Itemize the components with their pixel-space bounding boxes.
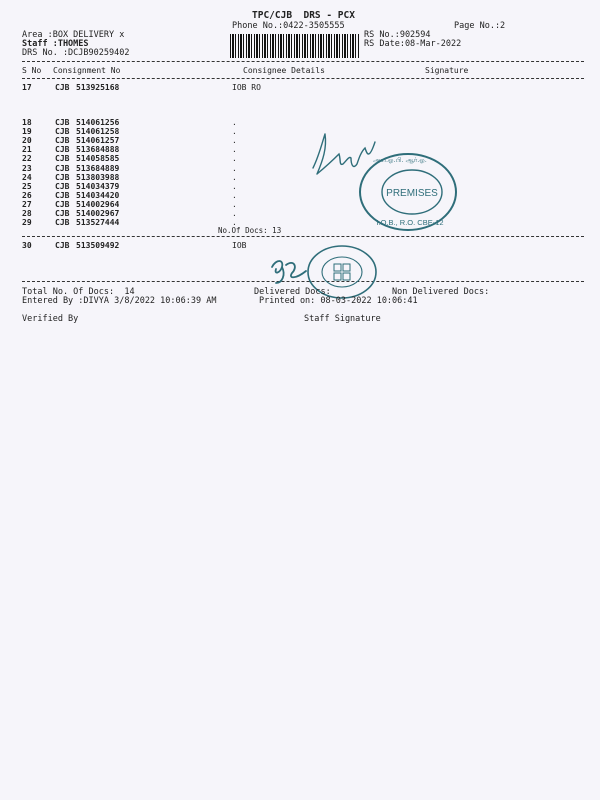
seal-bottom-text: I.O.B., R.O. CBE-12 (376, 218, 444, 227)
row-consignment-number: 513803988 (76, 172, 120, 182)
seal-top-text: அய.ஓ.பி. ஆர்.ஓ. (373, 156, 427, 164)
row-consignee-mark: . (232, 136, 237, 146)
phone-number: Phone No.:0422-3505555 (232, 21, 345, 31)
row-consignment-number: 513509492 (76, 241, 120, 250)
row-consignee-mark: . (232, 190, 237, 200)
row-prefix: CJB (55, 136, 70, 146)
row-sno: 17 (22, 83, 32, 92)
row-consignee-mark: . (232, 199, 237, 209)
row-sno: 27 (22, 199, 32, 209)
row-sno: 28 (22, 209, 32, 218)
table-row (22, 83, 582, 92)
row-sno: 18 (22, 118, 32, 127)
table-row (22, 127, 582, 136)
column-header-consignment: Consignment No (53, 66, 121, 75)
printed-on: Printed on: 08-03-2022 10:06:41 (259, 296, 418, 306)
row-prefix: CJB (55, 118, 70, 127)
row-prefix: CJB (55, 241, 70, 250)
divider (22, 236, 584, 237)
entered-by: Entered By :DIVYA 3/8/2022 10:06:39 AM (22, 296, 217, 306)
row-prefix: CJB (55, 209, 70, 218)
table-row (22, 218, 582, 227)
table-row (22, 173, 582, 182)
row-sno: 19 (22, 127, 32, 137)
row-prefix: CJB (55, 163, 70, 173)
row-consignment-number: 514061258 (76, 127, 120, 137)
row-consignment-number: 514058585 (76, 154, 120, 164)
staff-signature-label: Staff Signature (304, 314, 381, 324)
table-row (22, 200, 582, 209)
row-sno: 20 (22, 136, 32, 146)
row-sno: 29 (22, 218, 32, 228)
row-consignee-mark: . (232, 172, 237, 182)
row-prefix: CJB (55, 83, 70, 92)
row-prefix: CJB (55, 190, 70, 200)
row-consignee-mark: . (232, 145, 237, 155)
row-consignment-number: 514002964 (76, 199, 120, 209)
row-consignee-mark: . (232, 154, 237, 164)
rs-number: RS No.:902594 (364, 30, 431, 40)
row-sno: 26 (22, 190, 32, 200)
row-prefix: CJB (55, 127, 70, 137)
row-consignment-number: 514061256 (76, 118, 120, 127)
row-sno: 21 (22, 145, 32, 155)
table-row (22, 154, 582, 163)
row-sno: 30 (22, 241, 32, 250)
column-header-consignee: Consignee Details (243, 66, 325, 75)
table-row (22, 136, 582, 145)
row-consignee-mark: . (232, 181, 237, 191)
column-header-sno: S No (22, 66, 42, 75)
table-row (22, 209, 582, 218)
row-consignee-mark: . (232, 209, 237, 218)
row-consignment-number: 514002967 (76, 209, 120, 218)
row-sno: 25 (22, 181, 32, 191)
verified-by-label: Verified By (22, 314, 79, 324)
row-consignee-mark: . (232, 118, 237, 127)
row-consignee-mark: . (232, 218, 237, 228)
table-row (22, 191, 582, 200)
row-prefix: CJB (55, 145, 70, 155)
row-prefix: CJB (55, 154, 70, 164)
table-row (22, 182, 582, 191)
row-consignment-number: 513925168 (76, 83, 120, 92)
page-number: Page No.:2 (454, 21, 506, 31)
row-consignment-number: 513684888 (76, 145, 120, 155)
row-prefix: CJB (55, 181, 70, 191)
table-row (22, 164, 582, 173)
row-consignee-mark: . (232, 127, 237, 137)
area-field: Area :BOX DELIVERY x (22, 30, 125, 40)
row-sno: 23 (22, 163, 32, 173)
non-delivered-docs: Non Delivered Docs: (392, 287, 490, 297)
seal-center-text: PREMISES (386, 188, 438, 199)
row-consignee-mark: . (232, 163, 237, 173)
divider (22, 78, 584, 79)
table-row (22, 145, 582, 154)
barcode-image (230, 34, 360, 58)
row-consignment-number: 513684889 (76, 163, 120, 173)
row-consignment-number: 513527444 (76, 218, 120, 228)
divider (22, 61, 584, 62)
table-row (22, 118, 582, 127)
row-prefix: CJB (55, 172, 70, 182)
row-consignment-number: 514061257 (76, 136, 120, 146)
column-header-signature: Signature (425, 66, 469, 75)
delivered-docs: Delivered Docs: (254, 287, 331, 297)
staff-field: Staff :THOMES (22, 39, 89, 49)
row-consignment-number: 514034379 (76, 181, 120, 191)
drs-number: DRS No. :DCJB90259402 (22, 48, 130, 58)
document-title: TPC/CJB DRS - PCX (252, 10, 355, 21)
total-docs: Total No. Of Docs: 14 (22, 287, 135, 297)
row-sno: 22 (22, 154, 32, 164)
office-seal (354, 150, 460, 234)
row-sno: 24 (22, 172, 32, 182)
rs-date: RS Date:08-Mar-2022 (364, 39, 462, 49)
row-prefix: CJB (55, 218, 70, 228)
row-consignee: IOB (232, 241, 247, 250)
row-consignment-number: 514034420 (76, 190, 120, 200)
row-prefix: CJB (55, 199, 70, 209)
group-doc-count: No.Of Docs: 13 (218, 226, 282, 235)
row-consignee: IOB RO (232, 83, 261, 92)
